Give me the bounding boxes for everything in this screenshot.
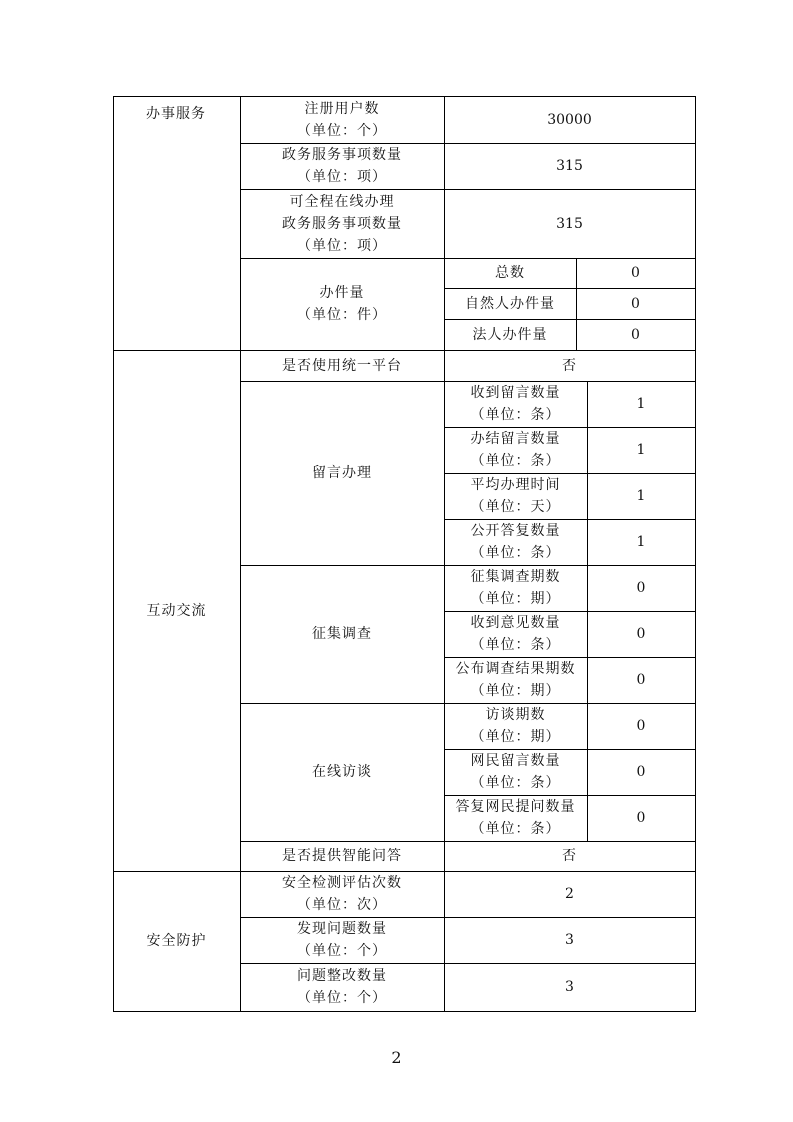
messages-avg-time-value: 1 xyxy=(636,488,646,504)
survey-results-label: 公布调查结果期数 （单位：期） xyxy=(455,661,576,699)
cases-total-label: 总数 xyxy=(495,265,525,281)
page-number: 2 xyxy=(391,1048,402,1067)
cases-label: 办件量 （单位：件） xyxy=(297,285,387,323)
messages-completed-label: 办结留言数量 （单位：条） xyxy=(470,431,561,469)
section-title-interaction: 互动交流 xyxy=(146,602,207,619)
registered-users-value: 30000 xyxy=(547,111,592,128)
survey-opinions-value: 0 xyxy=(636,626,646,642)
interview-netizen-value: 0 xyxy=(636,764,646,780)
issues-fixed-label: 问题整改数量 （单位：个） xyxy=(297,968,387,1006)
cases-natural-label: 自然人办件量 xyxy=(465,295,555,312)
messages-received-label: 收到留言数量 （单位：条） xyxy=(470,385,561,423)
messages-avg-time-label: 平均办理时间 （单位：天） xyxy=(470,477,561,515)
table-border-right xyxy=(695,96,696,1012)
online-items-label: 可全程在线办理 政务服务事项数量 （单位：项） xyxy=(282,193,402,254)
cases-total-value: 0 xyxy=(631,265,640,281)
interview-netizen-label: 网民留言数量 （单位：条） xyxy=(470,753,561,791)
service-items-value: 315 xyxy=(556,158,583,174)
inspections-label: 安全检测评估次数 （单位：次） xyxy=(282,875,402,913)
section-title-services: 办事服务 xyxy=(146,105,206,122)
section-title-security: 安全防护 xyxy=(146,933,207,949)
table-border-bottom xyxy=(113,1011,696,1012)
survey-label: 征集调查 xyxy=(312,626,372,642)
messages-public-label: 公开答复数量 （单位：条） xyxy=(470,523,561,561)
service-items-label: 政务服务事项数量 （单位：项） xyxy=(282,147,402,185)
online-items-value: 315 xyxy=(556,215,583,232)
interview-label: 在线访谈 xyxy=(312,764,372,780)
issues-fixed-value: 3 xyxy=(565,979,574,995)
issues-found-label: 发现问题数量 （单位：个） xyxy=(297,921,387,959)
survey-periods-label: 征集调查期数 （单位：期） xyxy=(470,569,561,607)
registered-users-label: 注册用户数 （单位：个） xyxy=(297,100,387,139)
messages-received-value: 1 xyxy=(636,396,646,412)
interview-answered-label: 答复网民提问数量 （单位：条） xyxy=(455,799,576,837)
unified-platform-value: 否 xyxy=(562,357,577,374)
messages-public-value: 1 xyxy=(636,534,646,550)
inspections-value: 2 xyxy=(565,886,574,902)
smart-qa-label: 是否提供智能问答 xyxy=(282,848,402,864)
survey-periods-value: 0 xyxy=(636,580,646,596)
cases-legal-label: 法人办件量 xyxy=(472,326,548,343)
smart-qa-value: 否 xyxy=(562,848,577,864)
survey-opinions-label: 收到意见数量 （单位：条） xyxy=(470,615,561,653)
issues-found-value: 3 xyxy=(565,932,574,948)
cases-legal-value: 0 xyxy=(631,326,640,343)
cases-natural-value: 0 xyxy=(631,295,640,312)
messages-completed-value: 1 xyxy=(636,442,646,458)
messages-label: 留言办理 xyxy=(312,465,372,481)
interview-periods-label: 访谈期数 （单位：期） xyxy=(470,707,561,745)
survey-results-value: 0 xyxy=(636,672,646,688)
unified-platform-label: 是否使用统一平台 xyxy=(282,357,402,374)
interview-answered-value: 0 xyxy=(636,810,646,826)
interview-periods-value: 0 xyxy=(636,718,646,734)
